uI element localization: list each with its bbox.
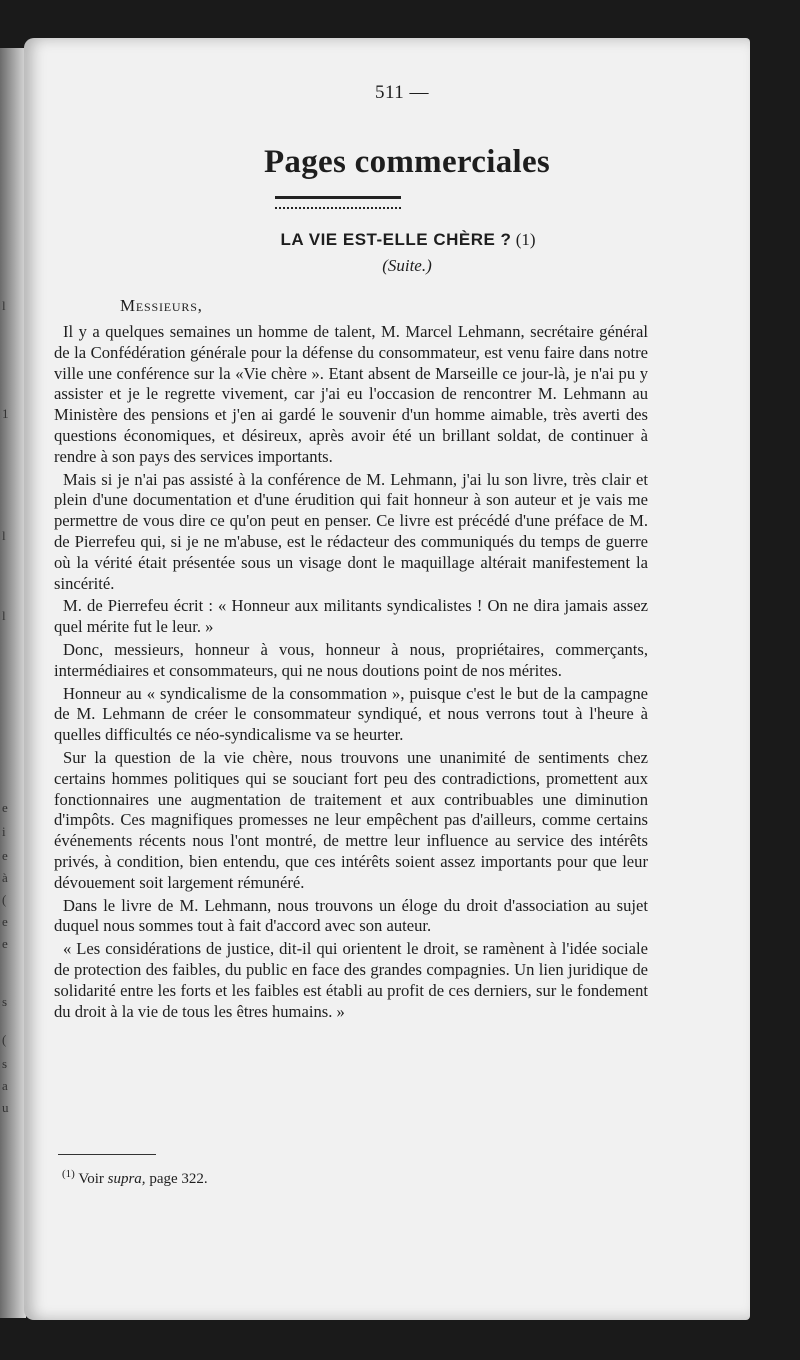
- margin-fragment: à: [2, 870, 8, 885]
- article-body: [54, 322, 648, 1024]
- footnote-mark: (1): [62, 1168, 75, 1180]
- margin-fragment: e: [2, 800, 8, 815]
- margin-fragment: s: [2, 994, 8, 1009]
- article-subtitle: (Suite.): [382, 256, 432, 275]
- book-page: [24, 38, 750, 1320]
- paragraph: Honneur au « syndicalisme de la consommation », puisque c'est le but de la campagne de M. Lehmann de créer le consommateur syndiqué, et nous verrons tout à l'heure à quelles difficultés ce néo-syndicalisme va se heurter.: [54, 683, 648, 745]
- margin-fragment: l: [2, 528, 6, 543]
- paragraph: Donc, messieurs, honneur à vous, honneur à nous, propriétaires, commerçants, intermédiaires et consommateurs, qui ne nous doutions point de nos mérites.: [54, 639, 648, 680]
- footnote-italic: supra,: [107, 1171, 146, 1187]
- margin-fragment: 1: [2, 406, 9, 421]
- title-divider: [275, 196, 401, 209]
- paragraph: Sur la question de la vie chère, nous trouvons une unanimité de sentiments chez certains hommes politiques qui se souciant fort peu des contradictions, promettent aux fonctionnaires une augmentation de traitement et aux contribuables une diminution d'impôts. Ces magnifiques promesses ne leur empêchent pas d'ailleurs, comme certains événements récents nous l'ont montré, de mettre leur influence au service des intérêts privés, à condition, bien entendu, que ces intérêts soient assez importants pour que leur dévouement soit largement rémunéré.: [54, 747, 648, 892]
- article-title: [24, 230, 750, 250]
- paragraph: Dans le livre de M. Lehmann, nous trouvons un éloge du droit d'association au sujet duquel nous sommes tout à fait d'accord avec son auteur.: [54, 895, 648, 936]
- footnote-prefix: Voir: [78, 1171, 108, 1187]
- paragraph: Mais si je n'ai pas assisté à la conférence de M. Lehmann, j'ai lu son livre, très clair et plein d'une documentation et d'une érudition qui fait honneur à son auteur et je vais me permettre de vous dire ce qu'on peut en penser. Ce livre est précédé d'une préface de M. de Pierrefeu qui, si je ne m'abuse, est le rédacteur des communiqués du temps de guerre où la vérité était présentée sous un visage dont le maquillage altérait manifestement la sincérité.: [54, 469, 648, 593]
- paragraph: Il y a quelques semaines un homme de talent, M. Marcel Lehmann, secrétaire général de la Confédération générale pour la défense du consommateur, est venu faire dans notre ville une conférence sur la «Vie chère ». Etant absent de Marseille ce jour-là, je n'ai pu y assister et je le regrette vivement, car j'ai eu l'occasion de rencontrer M. Lehmann au Ministère des pensions et j'en ai gardé le souvenir d'un homme aimable, très averti des questions économiques, et désireux, après avoir été un brillant soldat, de continuer à rendre à son pays des services importants.: [54, 322, 648, 466]
- page-number: 511 —: [374, 82, 430, 103]
- margin-fragment: s: [2, 1056, 8, 1071]
- margin-fragment: e: [2, 914, 8, 929]
- margin-fragment: (: [2, 1032, 7, 1047]
- margin-fragment: u: [2, 1100, 9, 1115]
- margin-fragment: (: [2, 892, 7, 907]
- footnote-suffix: page 322.: [145, 1171, 208, 1187]
- article-title-note: (1): [515, 230, 536, 249]
- left-page-edge: [0, 48, 26, 1318]
- footnote-divider: [58, 1154, 156, 1155]
- salutation: Messieurs,: [120, 296, 203, 315]
- margin-fragment: e: [2, 848, 8, 863]
- paragraph: « Les considérations de justice, dit-il qui orientent le droit, se ramènent à l'idée sociale de protection des faibles, du public en face des grandes compagnies. Un lien juridique de solidarité entre les forts et les faibles est établi au profit de ces derniers, sur le fondement du droit à la vie de tous les êtres humains. »: [54, 939, 648, 1021]
- section-title: Pages commerciales: [263, 144, 551, 180]
- article-title-text: LA VIE EST-ELLE CHÈRE ?: [280, 230, 512, 249]
- margin-fragment: e: [2, 936, 8, 951]
- footnote: [62, 1168, 208, 1188]
- margin-fragment: a: [2, 1078, 8, 1093]
- margin-fragment: i: [2, 824, 6, 839]
- margin-fragment: l: [2, 298, 6, 313]
- margin-fragment: l: [2, 608, 6, 623]
- paragraph: M. de Pierrefeu écrit : « Honneur aux militants syndicalistes ! On ne dira jamais assez quel mérite fut le leur. »: [54, 596, 648, 637]
